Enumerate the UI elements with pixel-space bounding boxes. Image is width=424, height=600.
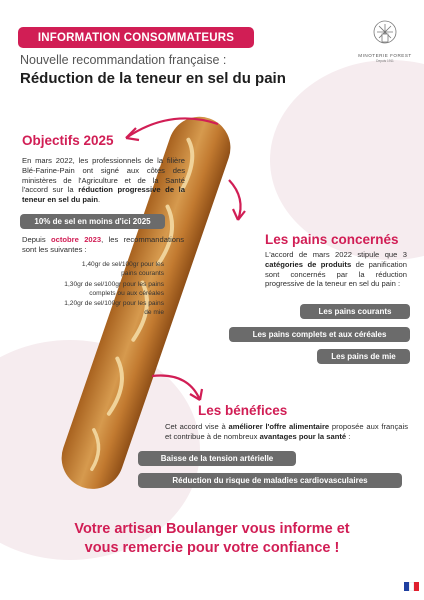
objectifs-intro (22, 156, 185, 205)
benefices-heading: Les bénéfices (198, 403, 288, 418)
objectifs-since (22, 235, 184, 255)
benefices-text: Cet accord vise à (165, 422, 229, 431)
since-date: octobre 2023 (51, 235, 102, 244)
brand-name: MINOTERIE FOREST (358, 53, 412, 58)
salt-reduction-badge: 10% de sel en moins d'ici 2025 (20, 214, 165, 229)
french-flag-icon (404, 582, 419, 591)
objectifs-heading: Objectifs 2025 (22, 133, 114, 148)
pains-text: L'accord de mars 2022 stipule que 3 (265, 250, 407, 259)
objectifs-intro-bold: réduction progressive de la teneur en sel du pain (22, 185, 186, 205)
pill-pains-de-mie: Les pains de mie (317, 349, 410, 364)
objectifs-intro-end: . (97, 195, 101, 205)
pill-pains-complets: Les pains complets et aux céréales (229, 327, 410, 342)
page-subtitle: Nouvelle recommandation française : (20, 53, 227, 67)
brand-tagline: Depuis 1911 (376, 59, 394, 63)
benefices-description (165, 422, 408, 442)
since-text-end: , les recommandations sont les suivantes : (22, 235, 184, 254)
pains-description (265, 250, 407, 289)
page-title: Réduction de la teneur en sel du pain (20, 70, 286, 87)
pill-maladies-cardio: Réduction du risque de maladies cardiovasculaires (138, 473, 402, 488)
reco-pains-complets: 1,30gr de sel/100gr pour les pains complets ou aux céréales (64, 281, 164, 297)
benefices-text-mid: proposée aux français et contribue à de nombreux (165, 422, 408, 441)
reco-pains-de-mie: 1,20gr de sel/100gr pour les pains de mie (64, 300, 164, 316)
footer-message (0, 520, 424, 558)
pill-tension-arterielle: Baisse de la tension artérielle (138, 451, 296, 466)
objectifs-intro-text: En mars 2022, les professionnels de la filière Blé-Farine-Pain ont signé aux côtés des ministères de l'Agriculture et de la Santé l'accord sur la (22, 156, 185, 195)
pains-heading: Les pains concernés (265, 232, 399, 247)
consumer-info-badge: INFORMATION CONSOMMATEURS (18, 27, 254, 48)
footer-line-1: Votre artisan Boulanger vous informe et (74, 521, 350, 537)
reco-pains-courants: 1,40gr de sel/100gr pour les pains courants (81, 261, 164, 277)
footer-line-2: vous remercie pour votre confiance ! (84, 540, 340, 556)
benefices-bold-health: avantages pour la santé (259, 431, 347, 441)
pill-pains-courants: Les pains courants (300, 304, 410, 319)
benefices-text-end: : (346, 431, 351, 441)
pains-text-bold: catégories de produits (265, 259, 352, 269)
benefices-bold-offer: améliorer l'offre alimentaire (228, 422, 330, 431)
pains-text-end: de panification sont concernés par la réduction progressive de la teneur en sel du pain : (265, 259, 407, 289)
since-text: Depuis (22, 235, 51, 244)
